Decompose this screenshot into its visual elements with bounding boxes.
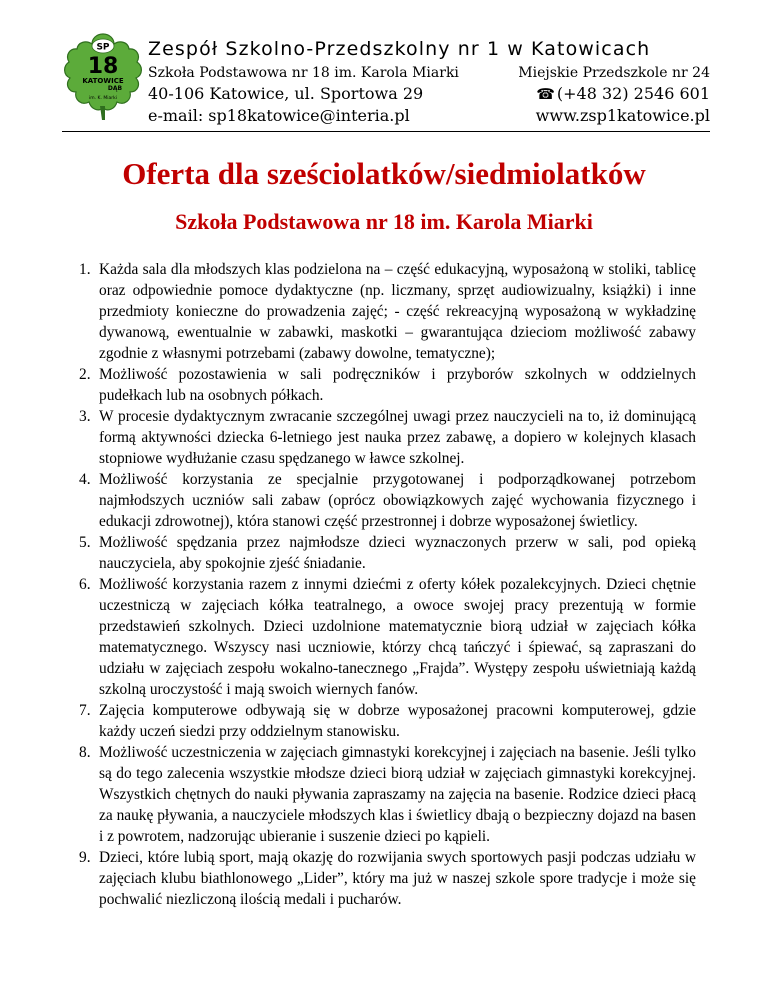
item-number: 4. bbox=[79, 471, 91, 488]
item-text: W procesie dydaktycznym zwracanie szczególnej uwagi przez nauczycieli na to, iż dominującą formą aktywności dziecka 6-letniego jest nauka przez zabawę, a dopiero w kolejnych klasach stopniowe wydłużanie czasu spędzanego w ławce szkolnej. bbox=[99, 408, 696, 467]
list-item bbox=[0, 406, 768, 469]
list-item bbox=[0, 469, 768, 532]
item-number: 6. bbox=[79, 576, 91, 593]
kindergarten-name: Miejskie Przedszkole nr 24 bbox=[518, 65, 710, 81]
email[interactable]: e-mail: sp18katowice@interia.pl bbox=[148, 106, 410, 125]
item-text: Zajęcia komputerowe odbywają się w dobrze wyposażonej pracowni komputerowej, gdzie każdy uczeń siedzi przy oddzielnym stanowisku. bbox=[99, 702, 696, 740]
list-item bbox=[0, 847, 768, 910]
item-number: 8. bbox=[79, 744, 91, 761]
logo-sub: DĄB bbox=[107, 85, 123, 92]
complex-name: Zespół Szkolno-Przedszkolny nr 1 w Katowicach bbox=[148, 38, 651, 60]
item-number: 2. bbox=[79, 366, 91, 383]
school-name: Szkoła Podstawowa nr 18 im. Karola Miarki bbox=[148, 65, 459, 81]
item-text: Możliwość spędzania przez najmłodsze dzieci wyznaczonych przerw w sali, pod opieką nauczyciela, aby spokojnie zjeść śniadanie. bbox=[99, 534, 696, 572]
item-number: 3. bbox=[79, 408, 91, 425]
list-item bbox=[0, 364, 768, 406]
page-title: Oferta dla sześciolatków/siedmiolatków bbox=[122, 156, 646, 191]
logo-number: 18 bbox=[87, 54, 119, 79]
item-text: Możliwość korzystania ze specjalnie przygotowanej i podporządkowanej potrzebom najmłodszych uczniów sali zabaw (oprócz obowiązkowych zajęć wychowania fizycznego i edukacji zdrowotnej), która stanowi część przestronnej i dobrze wyposażonej świetlicy. bbox=[99, 471, 696, 530]
list-item bbox=[0, 574, 768, 700]
list-item bbox=[0, 259, 768, 364]
school-logo bbox=[62, 30, 144, 122]
logo-patron: im. K. Miarki bbox=[89, 96, 117, 101]
phone-number: (+48 32) 2546 601 bbox=[556, 84, 710, 103]
item-text: Każda sala dla młodszych klas podzielona na – część edukacyjną, wyposażoną w stoliki, tablicę oraz odpowiednie pomoce dydaktyczne (np. liczmany, sprzęt audiowizualny, książki) i inne przedmioty konieczne do prowadzenia zajęć; - część rekreacyjną wyposażoną w wykładzinę dywanową, ewentualnie w zabawki, maskotki – gwarantująca dzieciom możliwość zabawy zgodnie z własnymi potrzebami (zabawy dowolne, tematyczne); bbox=[99, 261, 696, 362]
item-number: 5. bbox=[79, 534, 91, 551]
item-text: Dzieci, które lubią sport, mają okazję do rozwijania swych sportowych pasji podczas udziału w zajęciach klubu biathlonowego „Lider”, który ma już w naszej szkole spore tradycje i może się pochwalić niezliczoną ilością medali i pucharów. bbox=[99, 849, 696, 908]
item-text: Możliwość korzystania razem z innymi dziećmi z oferty kółek pozalekcyjnych. Dzieci chętnie uczestniczą w zajęciach kółka teatralnego, a owoce swojej pracy prezentują w formie przedstawień szkolnych. Dzieci uzdolnione matematycznie biorą udział w zajęciach kółka matematycznego. Wszyscy nasi uczniowie, którzy chcą tańczyć i śpiewać, są zapraszani do udziału w zajęciach zespołu wokalno-tanecznego „Frajda”. Występy zespołu uświetniają każdą szkolną uroczystość i mają swoich wiernych fanów. bbox=[99, 576, 696, 698]
item-text: Możliwość uczestniczenia w zajęciach gimnastyki korekcyjnej i zajęciach na basenie. Jeśli tylko są do tego zalecenia wszystkie młodsze dzieci biorą udział w zajęciach gimnastyki korekcyjnej. Wszystkich chętnych do nauki pływania zapraszamy na zajęcia na basenie. Rodzice dzieci płacą za naukę pływania, a nauczyciele młodszych klas i świetlicy dbają o bezpieczny dojazd na basen i z powrotem, nadzorując ubieranie i suszenie dzieci po kąpieli. bbox=[99, 744, 696, 845]
page-subtitle: Szkoła Podstawowa nr 18 im. Karola Miarki bbox=[175, 209, 593, 234]
website[interactable]: www.zsp1katowice.pl bbox=[535, 106, 710, 125]
list-item bbox=[0, 742, 768, 847]
telephone-icon: ☎ bbox=[536, 85, 555, 103]
offer-list bbox=[0, 259, 768, 910]
phone bbox=[536, 84, 710, 103]
item-number: 1. bbox=[79, 261, 91, 278]
address: 40-106 Katowice, ul. Sportowa 29 bbox=[148, 84, 424, 103]
letterhead-row-2 bbox=[148, 84, 710, 103]
letterhead-row-1 bbox=[148, 65, 710, 81]
logo-sp-text: SP bbox=[96, 42, 110, 53]
item-number: 9. bbox=[79, 849, 91, 866]
list-item bbox=[0, 532, 768, 574]
list-item bbox=[0, 700, 768, 742]
item-number: 7. bbox=[79, 702, 91, 719]
letterhead-row-3 bbox=[148, 106, 710, 125]
header-divider bbox=[62, 131, 710, 132]
logo-city: KATOWICE bbox=[82, 77, 124, 85]
item-text: Możliwość pozostawienia w sali podręczników i przyborów szkolnych w oddzielnych pudełkach lub na osobnych półkach. bbox=[99, 366, 696, 404]
